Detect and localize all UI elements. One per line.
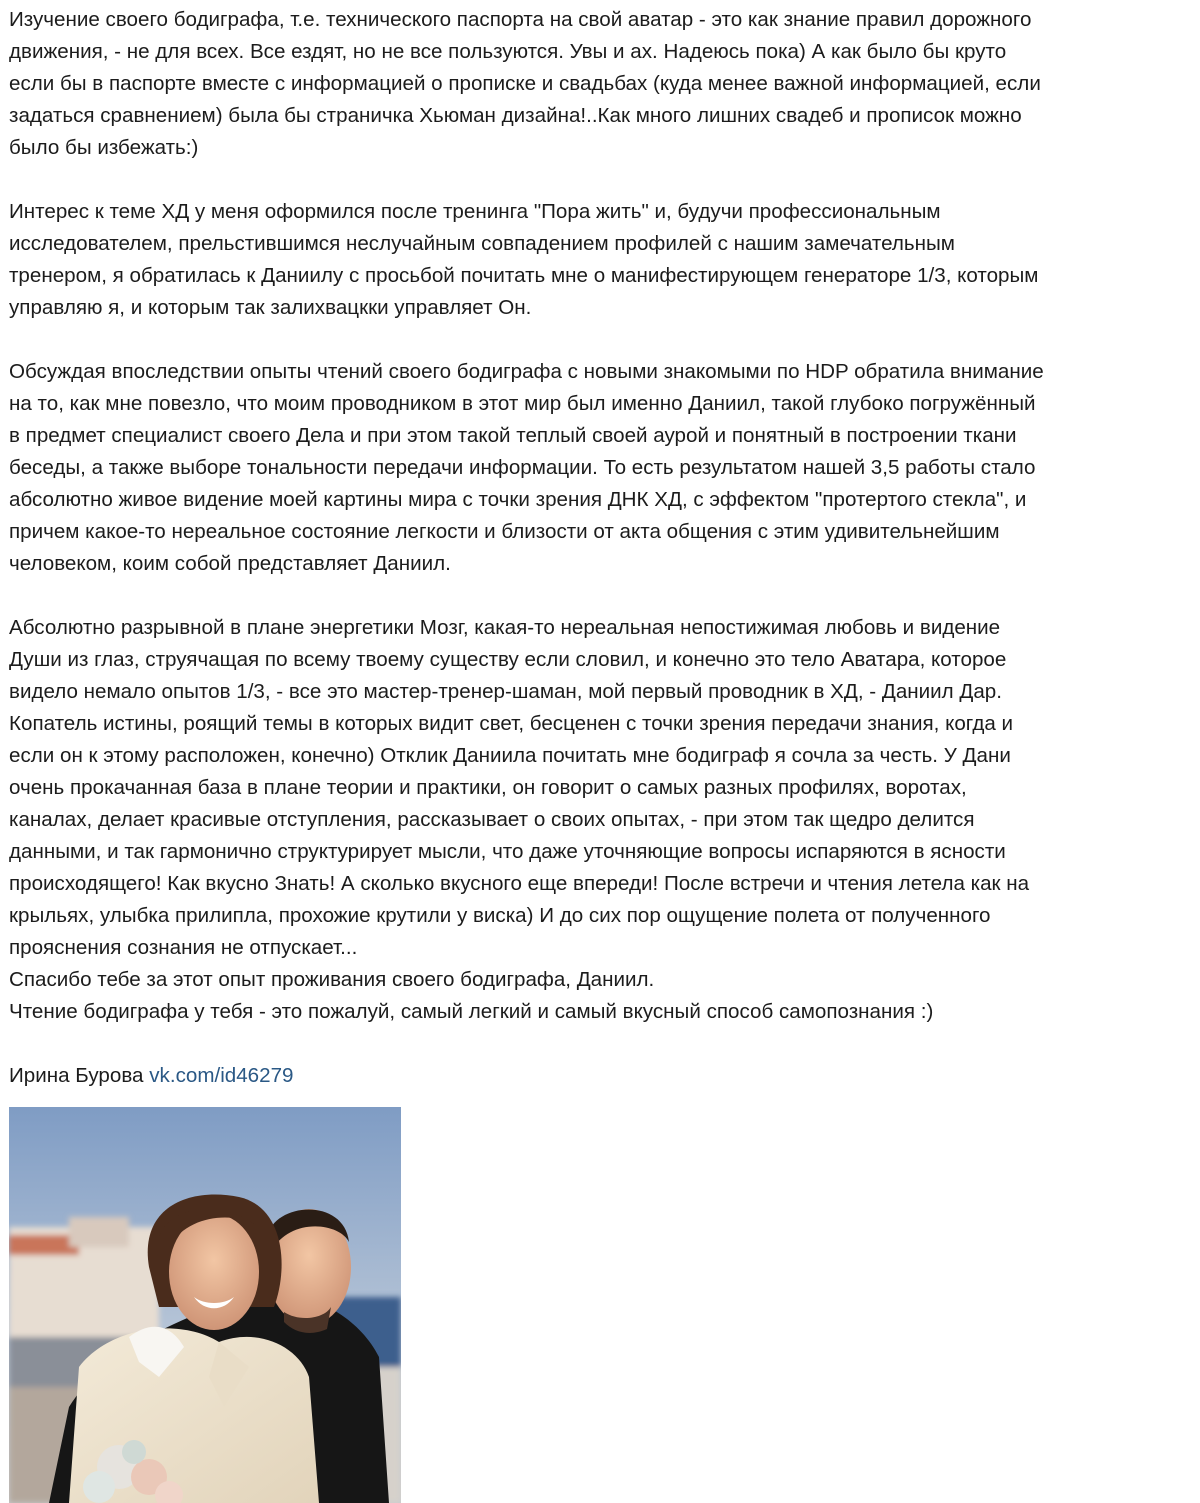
- text-line: крыльях, улыбка прилипла, прохожие крутили у виска) И до сих пор ощущение полета от полученного: [9, 904, 991, 927]
- author-photo: [9, 1107, 401, 1503]
- text-line: Изучение своего бодиграфа, т.е. технического паспорта на свой аватар - это как знание правил дорожного: [9, 8, 1032, 31]
- text-line: если он к этому расположен, конечно) Отклик Даниила почитать мне бодиграф я сочла за честь. У Дани: [9, 744, 1011, 767]
- text-line: было бы избежать:): [9, 136, 199, 159]
- signature: [9, 1060, 1194, 1092]
- paragraph-2: [9, 196, 1194, 324]
- text-line: происходящего! Как вкусно Знать! А сколько вкусного еще впереди! После встречи и чтения летела как на: [9, 872, 1030, 895]
- text-line: исследователем, прельстившимся неслучайным совпадением профилей с нашим замечательным: [9, 232, 955, 255]
- text-line: Обсуждая впоследствии опыты чтений своего бодиграфа с новыми знакомыми по HDP обратила внимание: [9, 360, 1044, 383]
- text-line: движения, - не для всех. Все ездят, но не все пользуются. Увы и ах. Надеюсь пока) А как было бы круто: [9, 40, 1007, 63]
- review-text: [9, 4, 1194, 1092]
- text-line: очень прокачанная база в плане теории и практики, он говорит о самых разных профилях, воротах,: [9, 776, 967, 799]
- text-line: задаться сравнением) была бы страничка Хьюман дизайна!..Как много лишних свадеб и прописок можно: [9, 104, 1022, 127]
- text-line: Интерес к теме ХД у меня оформился после тренинга "Пора жить" и, будучи профессиональным: [9, 200, 941, 223]
- paragraph-1: [9, 4, 1194, 164]
- text-line: если бы в паспорте вместе с информацией о прописке и свадьбах (куда менее важной информацией, если: [9, 72, 1041, 95]
- paragraph-spacer: [9, 324, 1194, 356]
- text-line: Спасибо тебе за этот опыт проживания своего бодиграфа, Даниил.: [9, 968, 655, 991]
- text-line: видело немало опытов 1/3, - все это мастер-тренер-шаман, мой первый проводник в ХД, - Даниил Дар.: [9, 680, 1002, 703]
- text-line: Души из глаз, струячащая по всему твоему существу если словил, и конечно это тело Аватара, которое: [9, 648, 1007, 671]
- text-line: в предмет специалист своего Дела и при этом такой теплый своей аурой и понятный в построении ткани: [9, 424, 1017, 447]
- text-line: каналах, делает красивые отступления, рассказывает о своих опытах, - при этом так щедро делится: [9, 808, 975, 831]
- text-line: человеком, коим собой представляет Даниил.: [9, 552, 451, 575]
- text-line: Абсолютно разрывной в плане энергетики Мозг, какая-то нереальная непостижимая любовь и видение: [9, 616, 1001, 639]
- paragraph-spacer: [9, 1028, 1194, 1060]
- text-line: причем какое-то нереальное состояние легкости и близости от акта общения с этим удивительнейшим: [9, 520, 1000, 543]
- text-line: прояснения сознания не отпускает...: [9, 936, 358, 959]
- text-line: беседы, а также выборе тональности передачи информации. То есть результатом нашей 3,5 работы стало: [9, 456, 1036, 479]
- text-line: тренером, я обратилась к Даниилу с просьбой почитать мне о манифестирующем генераторе 1/3, которым: [9, 264, 1039, 287]
- text-line: Копатель истины, роящий темы в которых видит свет, бесценен с точки зрения передачи знания, когда и: [9, 712, 1014, 735]
- text-line: управляю я, и которым так залихвацкки управляет Он.: [9, 296, 532, 319]
- paragraph-3: [9, 356, 1194, 580]
- paragraph-spacer: [9, 580, 1194, 612]
- text-line: Чтение бодиграфа у тебя - это пожалуй, самый легкий и самый вкусный способ самопознания :): [9, 1000, 934, 1023]
- paragraph-4: [9, 612, 1194, 1028]
- text-line: абсолютно живое видение моей картины мира с точки зрения ДНК ХД, с эффектом "протертого стекла", и: [9, 488, 1027, 511]
- author-profile-link[interactable]: vk.com/id46279: [149, 1064, 294, 1087]
- text-line: данными, и так гармонично структурирует мысли, что даже уточняющие вопросы испаряются в ясности: [9, 840, 1006, 863]
- text-line: на то, как мне повезло, что моим проводником в этот мир был именно Даниил, такой глубоко погружённый: [9, 392, 1036, 415]
- paragraph-spacer: [9, 164, 1194, 196]
- author-name: Ирина Бурова: [9, 1064, 144, 1087]
